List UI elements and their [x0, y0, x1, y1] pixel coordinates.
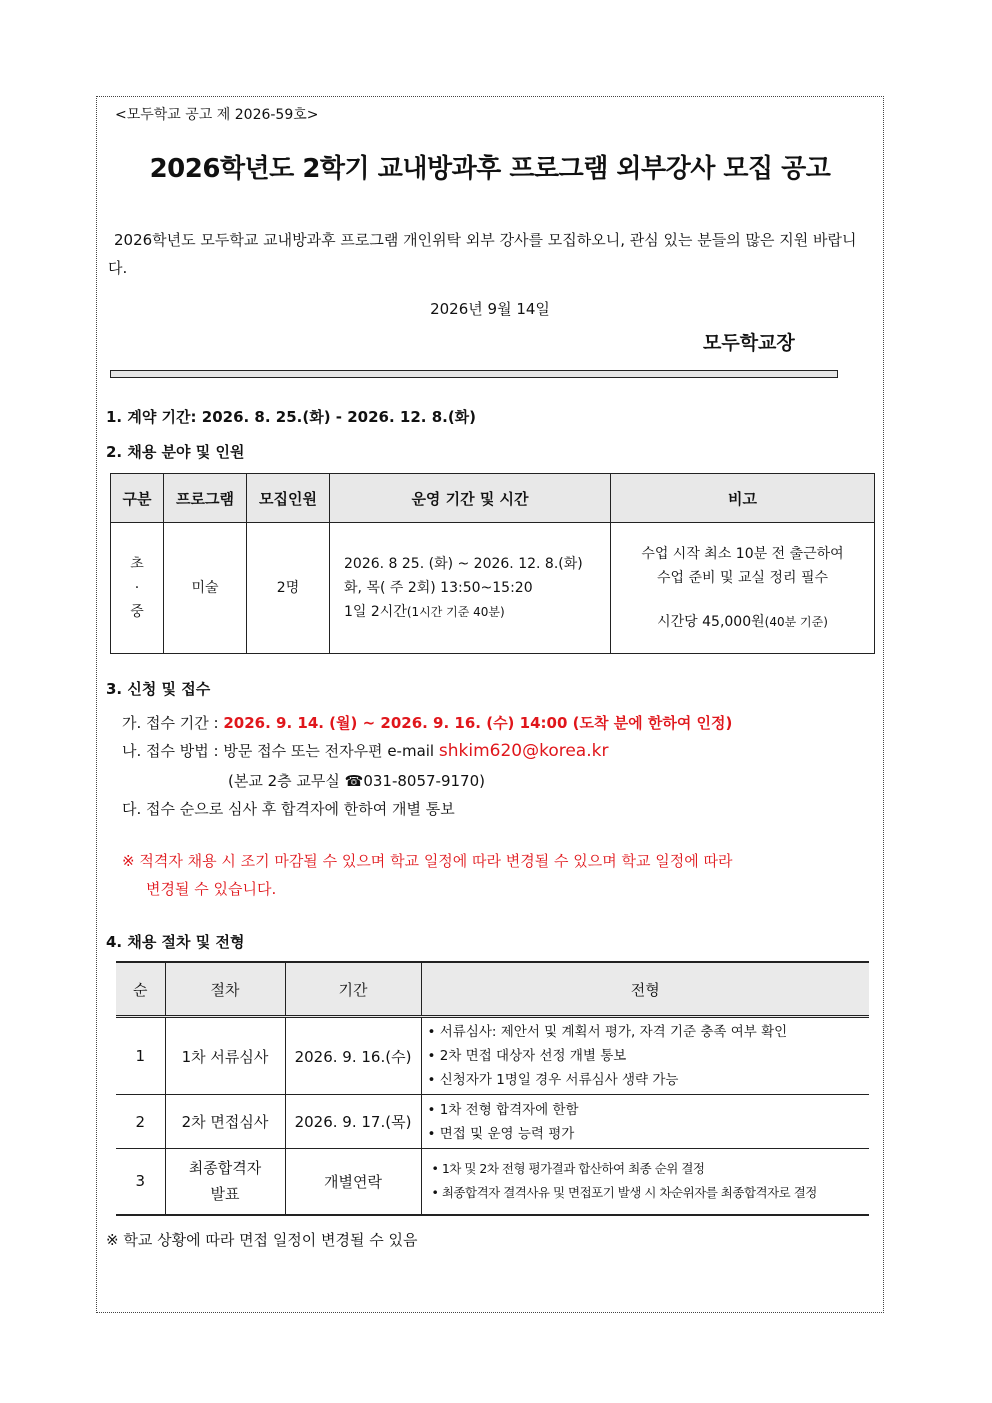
table-row: 2 2차 면접심사 2026. 9. 17.(목) • 1차 전형 합격자에 한함 • 면접 및 운영 능력 평가 — [116, 1095, 869, 1149]
col-header: 운영 기간 및 시간 — [330, 474, 611, 523]
notify-method: 다. 접수 순으로 심사 후 합격자에 한하여 개별 통보 — [122, 800, 455, 818]
recruit-table — [110, 473, 875, 654]
warning-line-2: 변경될 수 있습니다. — [146, 880, 277, 898]
notice-number: <모두학교 공고 제 2026-59호> — [115, 107, 319, 123]
table-row: 3 최종합격자 발표 개별연락 • 1차 및 2차 전형 평가결과 합산하여 최종 순위 결정 • 최종합격자 결격사유 및 면접포기 발생 시 차순위자를 최종합격자로 결정 — [116, 1149, 869, 1215]
page-title: 2026학년도 2학기 교내방과후 프로그램 외부강사 모집 공고 — [149, 154, 831, 184]
contract-period: 1. 계약 기간: 2026. 8. 25.(화) - 2026. 12. 8.(화) — [106, 408, 477, 426]
email-link[interactable]: shkim620@korea.kr — [438, 741, 609, 761]
footnote: ※ 학교 상황에 따라 면접 일정이 변경될 수 있음 — [106, 1231, 418, 1249]
col-header: 구분 — [111, 474, 164, 523]
section2-heading: 2. 채용 분야 및 인원 — [106, 443, 245, 461]
period-cell: 2026. 8 25. (화) ~ 2026. 12. 8.(화) 화, 목( 주 2회) 13:50~15:20 1일 2시간(1시간 기준 40분) — [330, 523, 611, 654]
col-header: 전형 — [421, 962, 869, 1017]
notice-date: 2026년 9월 14일 — [430, 300, 550, 318]
section4-heading: 4. 채용 절차 및 전형 — [106, 933, 245, 951]
col-header: 비고 — [611, 474, 875, 523]
category-cell: 초 · 중 — [111, 523, 164, 654]
col-header: 프로그램 — [164, 474, 247, 523]
procedure-table — [116, 961, 869, 1216]
divider-bar — [110, 370, 838, 378]
intro-paragraph: 2026학년도 모두학교 교내방과후 프로그램 개인위탁 외부 강사를 모집하오니, 관심 있는 분들의 많은 지원 바랍니다. — [108, 231, 857, 277]
warning-line-1: ※ 적격자 채용 시 조기 마감될 수 있으며 학교 일정에 따라 변경될 수 있으며 학교 일정에 따라 — [122, 852, 733, 870]
table-row: 1 1차 서류심사 2026. 9. 16.(수) • 서류심사: 제안서 및 계획서 평가, 자격 기준 충족 여부 확인 • 2차 면접 대상자 선정 개별 통보 • 신청자가 1명일 경우 서류심사 생략 가능 — [116, 1017, 869, 1095]
col-header: 기간 — [285, 962, 421, 1017]
col-header: 절차 — [165, 962, 285, 1017]
count-cell: 2명 — [247, 523, 330, 654]
apply-method: 나. 접수 방법 : 방문 접수 또는 전자우편 e-mail shkim620@korea.kr — [122, 741, 609, 761]
col-header: 모집인원 — [247, 474, 330, 523]
col-header: 순 — [116, 962, 165, 1017]
table-header-row — [116, 962, 869, 1017]
program-cell: 미술 — [164, 523, 247, 654]
signer: 모두학교장 — [703, 332, 795, 354]
apply-period: 가. 접수 기간 : 2026. 9. 14. (월) ~ 2026. 9. 16. (수) 14:00 (도착 분에 한하여 인정) — [122, 714, 733, 732]
table-header-row — [111, 474, 875, 523]
section3-heading: 3. 신청 및 접수 — [106, 680, 211, 698]
note-cell: 수업 시작 최소 10분 전 출근하여 수업 준비 및 교실 정리 필수 시간당 45,000원(40분 기준) — [611, 523, 875, 654]
table-row — [111, 523, 875, 654]
office-contact: (본교 2층 교무실 ☎031-8057-9170) — [228, 772, 485, 790]
